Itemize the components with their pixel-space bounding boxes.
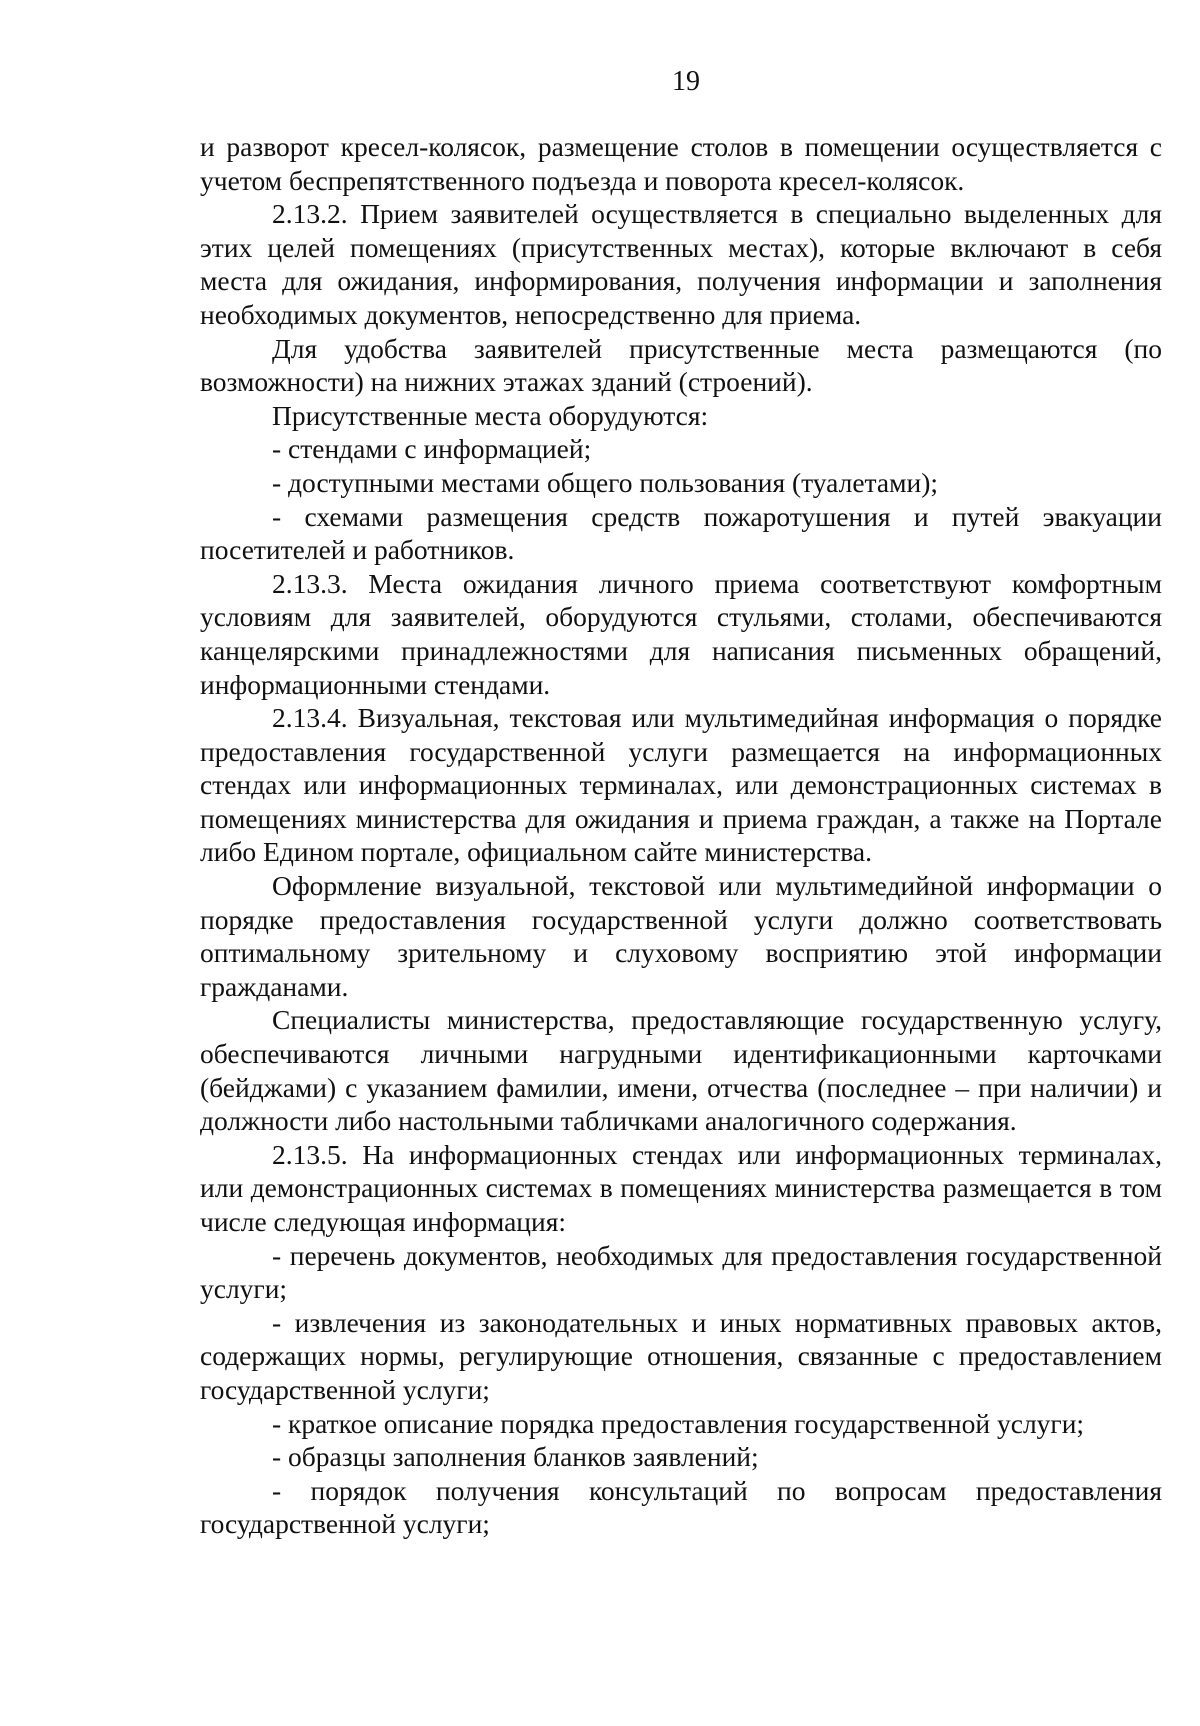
paragraph-2-13-2: 2.13.2. Прием заявителей осуществляется в специально выделенных для этих целей помещениях (присутственных местах), которые включают в себя места для ожидания, информирования, получения информации и заполнения необходимых документов, непосредственно для приема. (200, 198, 1162, 330)
paragraph-convenience: Для удобства заявителей присутственные места размещаются (по возможности) на нижних этажах зданий (строений). (200, 332, 1162, 398)
list-item-evacuation: - схемами размещения средств пожаротушения и путей эвакуации посетителей и работников. (200, 500, 1162, 566)
page-number: 19 (672, 66, 700, 97)
list-item-description: - краткое описание порядка предоставления государственной услуги; (272, 1407, 1085, 1439)
list-item-toilets: - доступными местами общего пользования (туалетами); (272, 466, 939, 498)
list-item-extracts: - извлечения из законодательных и иных нормативных правовых актов, содержащих нормы, регулирующие отношения, связанные с предоставлением государственной услуги; (200, 1306, 1162, 1405)
list-item-samples: - образцы заполнения бланков заявлений; (272, 1441, 759, 1473)
paragraph-2-13-3: 2.13.3. Места ожидания личного приема соответствуют комфортным условиям для заявителей, оборудуются стульями, столами, обеспечиваются канцелярскими принадлежностями для написания письменных обращений, информационными стендами. (200, 567, 1162, 700)
list-item-documents: - перечень документов, необходимых для предоставления государственной услуги; (200, 1239, 1162, 1305)
list-item-consultations: - порядок получения консультаций по вопросам предоставления государственной услуги; (200, 1474, 1162, 1540)
list-item-stands: - стендами с информацией; (272, 433, 592, 465)
paragraph-equipped: Присутственные места оборудуются: (272, 399, 709, 431)
paragraph-2-13-4: 2.13.4. Визуальная, текстовая или мультимедийная информация о порядке предоставления государственной услуги размещается на информационных стендах или информационных терминалах, или демонстрационных системах в помещениях министерства для ожидания и приема граждан, а также на Портале либо Едином портале, официальном сайте министерства. (200, 702, 1162, 868)
paragraph-continuation: и разворот кресел-колясок, размещение столов в помещении осуществляется с учетом беспрепятственного подъезда и поворота кресел-колясок. (200, 131, 1162, 196)
document-page (200, 62, 1162, 1541)
paragraph-design: Оформление визуальной, текстовой или мультимедийной информации о порядке предоставления государственной услуги должно соответствовать оптимальному зрительному и слуховому восприятию этой информации гражданами. (200, 870, 1162, 1002)
paragraph-specialists: Специалисты министерства, предоставляющие государственную услугу, обеспечиваются личными нагрудными идентификационными карточками (бейджами) с указанием фамилии, имени, отчества (последнее – при наличии) и должности либо настольными табличками аналогичного содержания. (200, 1004, 1162, 1137)
paragraph-2-13-5: 2.13.5. На информационных стендах или информационных терминалах, или демонстрационных системах в помещениях министерства размещается в том числе следующая информация: (200, 1138, 1162, 1237)
